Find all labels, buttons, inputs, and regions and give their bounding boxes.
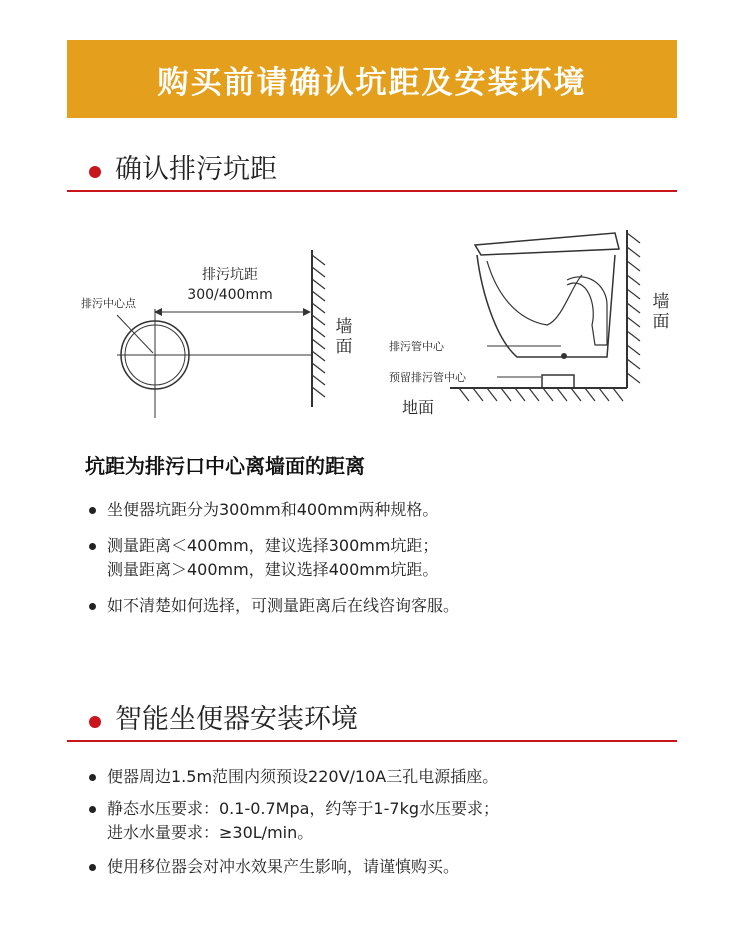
wall-label-top: 墙	[335, 317, 353, 337]
list-item-text: 进水水量要求：≥30L/min。	[107, 823, 314, 842]
wall-hatching	[312, 255, 325, 397]
section-bullet-icon	[89, 166, 101, 178]
section-header-sewer-distance	[67, 150, 677, 192]
right-wall-label-bottom: 面	[652, 312, 670, 332]
list-item-text: 静态水压要求：0.1-0.7Mpa，约等于1-7kg水压要求；	[107, 799, 499, 818]
wall-label-bottom: 面	[335, 337, 353, 357]
reserved-pipe	[542, 375, 574, 388]
reserved-pipe-label: 预留排污管中心	[389, 371, 466, 384]
sewer-distance-diagram	[67, 225, 677, 430]
list-item-text: 如不清楚如何选择，可测量距离后在线咨询客服。	[107, 596, 460, 615]
distance-label: 排污坑距	[202, 267, 258, 283]
sewer-distance-list	[87, 498, 677, 618]
floor-label: 地面	[402, 398, 435, 417]
section-header-install-environment	[67, 700, 677, 742]
right-wall-hatching	[627, 233, 640, 383]
pipe-center-dot	[561, 353, 567, 359]
install-environment-list	[87, 765, 677, 879]
right-wall-label-top: 墙	[652, 292, 670, 312]
list-item	[87, 534, 677, 582]
pipe-center-label: 排污管中心	[389, 340, 444, 353]
section-title: 确认排污坑距	[115, 154, 277, 185]
section-title: 智能坐便器安装环境	[115, 704, 358, 735]
toilet-trap	[567, 277, 607, 345]
list-item	[87, 765, 677, 789]
toilet-lid	[475, 233, 619, 255]
center-point-label: 排污中心点	[81, 297, 136, 310]
list-item-text: 测量距离＜400mm，建议选择300mm坑距；	[107, 536, 439, 555]
section-bullet-icon	[89, 716, 101, 728]
toilet-bowl	[487, 261, 582, 325]
list-item	[87, 855, 677, 879]
list-item-text: 使用移位器会对冲水效果产生影响，请谨慎购买。	[107, 857, 460, 876]
list-item	[87, 797, 677, 845]
distance-value: 300/400mm	[187, 287, 273, 303]
list-item-text: 测量距离＞400mm，建议选择400mm坑距。	[107, 560, 439, 579]
list-item-text: 便器周边1.5m范围内须预设220V/10A三孔电源插座。	[107, 767, 499, 786]
list-item	[87, 498, 677, 522]
diagram-svg	[67, 225, 677, 430]
left-diagram	[81, 250, 353, 418]
sewer-distance-subheading: 坑距为排污口中心离墙面的距离	[85, 454, 365, 478]
list-item	[87, 594, 677, 618]
banner-title: 购买前请确认坑距及安装环境	[157, 64, 587, 101]
floor-hatching	[459, 388, 623, 401]
right-diagram	[389, 230, 670, 417]
page-banner	[67, 40, 677, 118]
list-item-text: 坐便器坑距分为300mm和400mm两种规格。	[107, 500, 439, 519]
